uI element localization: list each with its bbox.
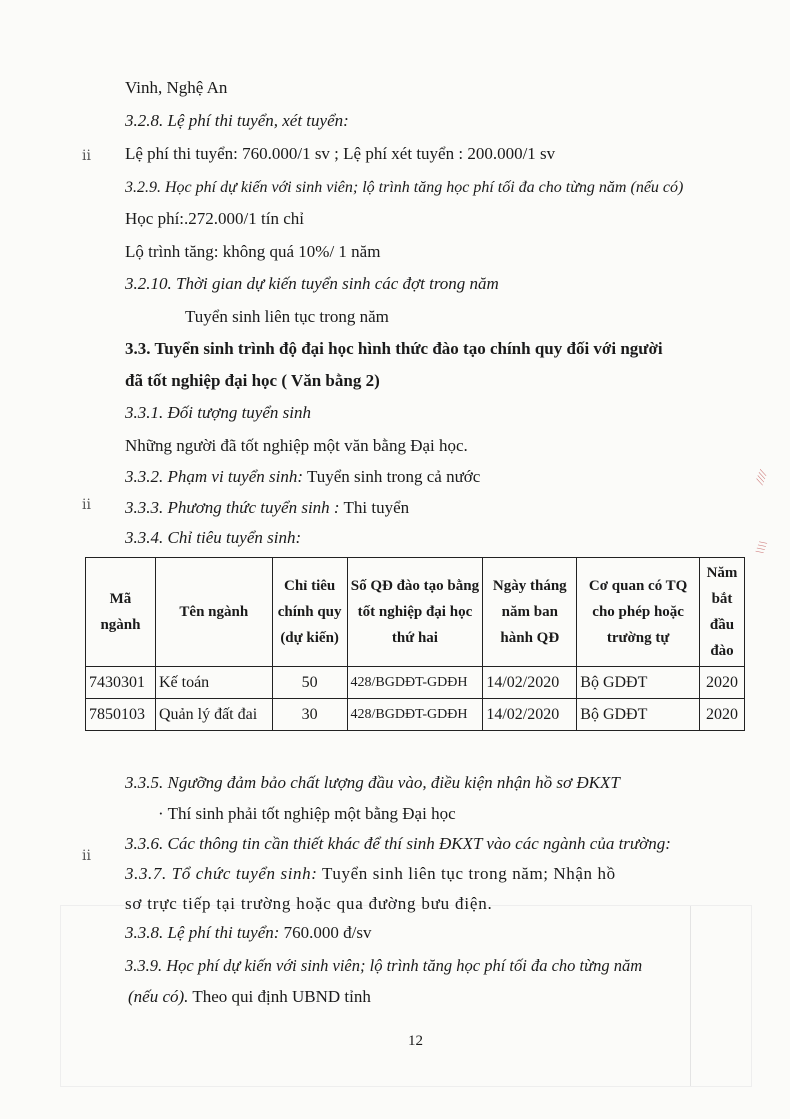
section-value: Theo qui định UBND tỉnh <box>188 987 371 1006</box>
table-cell: Bộ GDĐT <box>577 699 700 731</box>
section-label: 3.3.8. Lệ phí thi tuyển: <box>125 923 280 942</box>
table-header-row <box>86 558 745 667</box>
table-cell: 7850103 <box>86 699 156 731</box>
header-cell: Tên ngành <box>155 558 272 667</box>
table-cell: 2020 <box>699 667 744 699</box>
table-row <box>86 667 745 699</box>
text-line <box>125 922 372 944</box>
text-line <box>128 986 371 1008</box>
section-label: 3.3.7. Tổ chức tuyển sinh: <box>125 864 318 883</box>
page-number: 12 <box>408 1033 423 1049</box>
binding-mark: ⅱ <box>82 498 91 513</box>
table-cell: 30 <box>272 699 347 731</box>
admission-quota-table <box>85 557 745 731</box>
section-heading: 3.2.8. Lệ phí thi tuyển, xét tuyển: <box>125 111 349 130</box>
header-cell: Năm bắt đầu đào <box>699 558 744 667</box>
text-line: sơ trực tiếp tại trường hoặc qua đường bưu điện. <box>125 894 493 913</box>
table-cell: 50 <box>272 667 347 699</box>
text-line: Học phí:.272.000/1 tín chỉ <box>125 209 304 228</box>
text-line: · Thí sinh phải tốt nghiệp một bằng Đại học <box>158 804 456 823</box>
main-heading: đã tốt nghiệp đại học ( Văn bằng 2) <box>125 371 380 390</box>
text-line: Lộ trình tăng: không quá 10%/ 1 năm <box>125 242 381 261</box>
section-heading: 3.3.6. Các thông tin cần thiết khác để thí sinh ĐKXT vào các ngành của trường: <box>125 834 671 853</box>
text-line: Lệ phí thi tuyển: 760.000/1 sv ; Lệ phí xét tuyển : 200.000/1 sv <box>125 144 556 163</box>
text-line: Những người đã tốt nghiệp một văn bằng Đại học. <box>125 436 468 455</box>
table-cell: 428/BGDĐT-GDĐH <box>347 699 483 731</box>
table-cell: 14/02/2020 <box>483 667 577 699</box>
main-heading: 3.3. Tuyển sinh trình độ đại học hình thức đào tạo chính quy đối với người <box>125 339 663 358</box>
section-label: (nếu có). <box>128 987 189 1006</box>
section-heading: 3.2.10. Thời gian dự kiến tuyển sinh các đợt trong năm <box>125 274 499 293</box>
header-cell: Chỉ tiêu chính quy (dự kiến) <box>272 558 347 667</box>
binding-mark: ⅱ <box>82 849 91 864</box>
table-cell: Bộ GDĐT <box>577 667 700 699</box>
text-line: Tuyển sinh liên tục trong năm <box>185 307 389 326</box>
table-cell: 14/02/2020 <box>483 699 577 731</box>
margin-scribble: \\\\ <box>752 538 771 556</box>
table-row <box>86 699 745 731</box>
section-heading: 3.3.5. Ngưỡng đảm bảo chất lượng đầu vào, điều kiện nhận hồ sơ ĐKXT <box>125 773 620 792</box>
text-line: Vinh, Nghệ An <box>125 78 228 97</box>
header-cell: Ngày tháng năm ban hành QĐ <box>483 558 577 667</box>
section-value: 760.000 đ/sv <box>279 923 372 942</box>
text-line <box>125 466 480 488</box>
binding-mark: ⅱ <box>82 149 91 164</box>
section-value: Tuyển sinh liên tục trong năm; Nhận hồ <box>317 864 616 883</box>
table-cell: 7430301 <box>86 667 156 699</box>
table-cell: 428/BGDĐT-GDĐH <box>347 667 483 699</box>
header-cell: Số QĐ đào tạo bằng tốt nghiệp đại học thứ hai <box>347 558 483 667</box>
section-heading: 3.2.9. Học phí dự kiến với sinh viên; lộ trình tăng học phí tối đa cho từng năm (nếu có) <box>125 179 684 196</box>
section-value: Tuyển sinh trong cả nước <box>303 467 481 486</box>
header-cell: Cơ quan có TQ cho phép hoặc trường tự <box>577 558 700 667</box>
section-value: Thi tuyển <box>339 498 410 517</box>
section-heading: 3.3.4. Chỉ tiêu tuyển sinh: <box>125 528 302 547</box>
margin-scribble: //// <box>752 468 771 486</box>
section-label: 3.3.2. Phạm vi tuyển sinh: <box>125 467 303 486</box>
table-cell: Kế toán <box>155 667 272 699</box>
header-cell: Mã ngành <box>86 558 156 667</box>
section-heading: 3.3.1. Đối tượng tuyển sinh <box>125 403 311 422</box>
text-line <box>125 497 409 519</box>
table-cell: Quản lý đất đai <box>155 699 272 731</box>
section-label: 3.3.3. Phương thức tuyển sinh : <box>125 498 340 517</box>
text-line <box>125 863 616 885</box>
section-heading: 3.3.9. Học phí dự kiến với sinh viên; lộ trình tăng học phí tối đa cho từng năm <box>125 956 643 975</box>
table-cell: 2020 <box>699 699 744 731</box>
